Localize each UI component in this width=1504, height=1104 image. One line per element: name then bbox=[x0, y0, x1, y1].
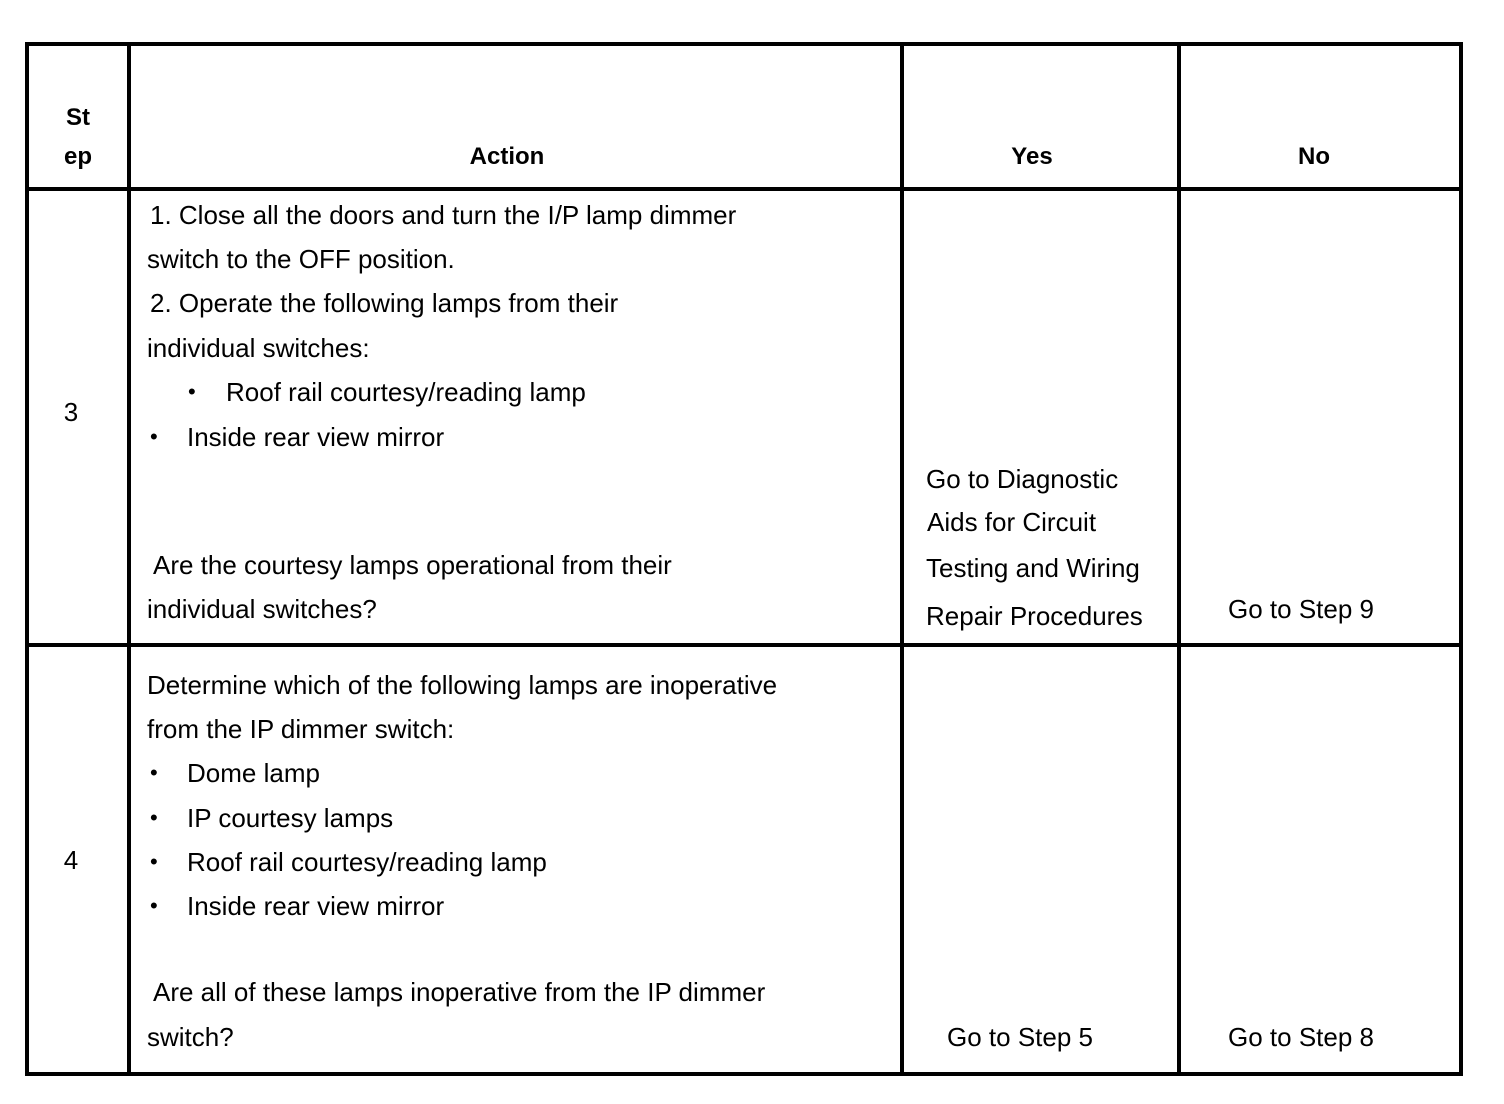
row3-bullet-item: Inside rear view mirror bbox=[187, 422, 445, 452]
bullet-icon: • bbox=[188, 379, 196, 404]
row4-action-line1: Determine which of the following lamps are inoperative bbox=[147, 670, 778, 700]
row3-yes-line1: Go to Diagnostic bbox=[926, 464, 1119, 494]
col-divider-yes bbox=[1177, 42, 1181, 1076]
row4-bullet-item: Inside rear view mirror bbox=[187, 891, 445, 921]
bullet-icon: • bbox=[150, 893, 158, 918]
col-divider-step bbox=[127, 42, 131, 1076]
col-divider-action bbox=[900, 42, 904, 1076]
header-no: No bbox=[1298, 143, 1330, 170]
bullet-icon: • bbox=[150, 805, 158, 830]
table-right-border bbox=[1459, 42, 1463, 1076]
header-step-line2: ep bbox=[63, 143, 92, 170]
row3-question-line1: Are the courtesy lamps operational from their bbox=[153, 550, 672, 580]
bullet-icon: • bbox=[150, 849, 158, 874]
bullet-icon: • bbox=[150, 424, 158, 449]
row3-yes-line3: Testing and Wiring bbox=[926, 553, 1140, 583]
row4-step-number: 4 bbox=[63, 845, 79, 875]
row4-no-text: Go to Step 8 bbox=[1228, 1022, 1374, 1052]
table-left-border bbox=[25, 42, 29, 1076]
row4-action-line2: from the IP dimmer switch: bbox=[147, 714, 455, 744]
bullet-icon: • bbox=[150, 760, 158, 785]
table-top-border bbox=[25, 42, 1463, 46]
row4-question-line2: switch? bbox=[147, 1022, 234, 1052]
row4-yes-text: Go to Step 5 bbox=[947, 1022, 1093, 1052]
row-divider bbox=[25, 643, 1463, 647]
row3-yes-line2: Aids for Circuit bbox=[927, 507, 1097, 537]
row3-no-text: Go to Step 9 bbox=[1228, 594, 1374, 624]
header-bottom-border bbox=[25, 187, 1463, 191]
row3-action-line4: individual switches: bbox=[147, 333, 370, 363]
table-bottom-border bbox=[25, 1072, 1463, 1076]
row4-bullet-item: IP courtesy lamps bbox=[187, 803, 394, 833]
header-action: Action bbox=[469, 143, 545, 170]
row3-action-line1: 1. Close all the doors and turn the I/P lamp dimmer bbox=[150, 200, 737, 230]
row4-bullet-item: Roof rail courtesy/reading lamp bbox=[187, 847, 547, 877]
row4-question-line1: Are all of these lamps inoperative from the IP dimmer bbox=[153, 977, 766, 1007]
row3-action-line2: switch to the OFF position. bbox=[147, 244, 455, 274]
row3-question-line2: individual switches? bbox=[147, 594, 377, 624]
row3-step-number: 3 bbox=[63, 397, 79, 427]
row3-action-line3: 2. Operate the following lamps from their bbox=[150, 288, 619, 318]
row4-bullet-item: Dome lamp bbox=[187, 758, 320, 788]
row3-bullet-item: Roof rail courtesy/reading lamp bbox=[226, 377, 586, 407]
row3-yes-line4: Repair Procedures bbox=[926, 601, 1143, 631]
header-yes: Yes bbox=[1011, 143, 1053, 170]
header-step-line1: St bbox=[66, 104, 90, 131]
